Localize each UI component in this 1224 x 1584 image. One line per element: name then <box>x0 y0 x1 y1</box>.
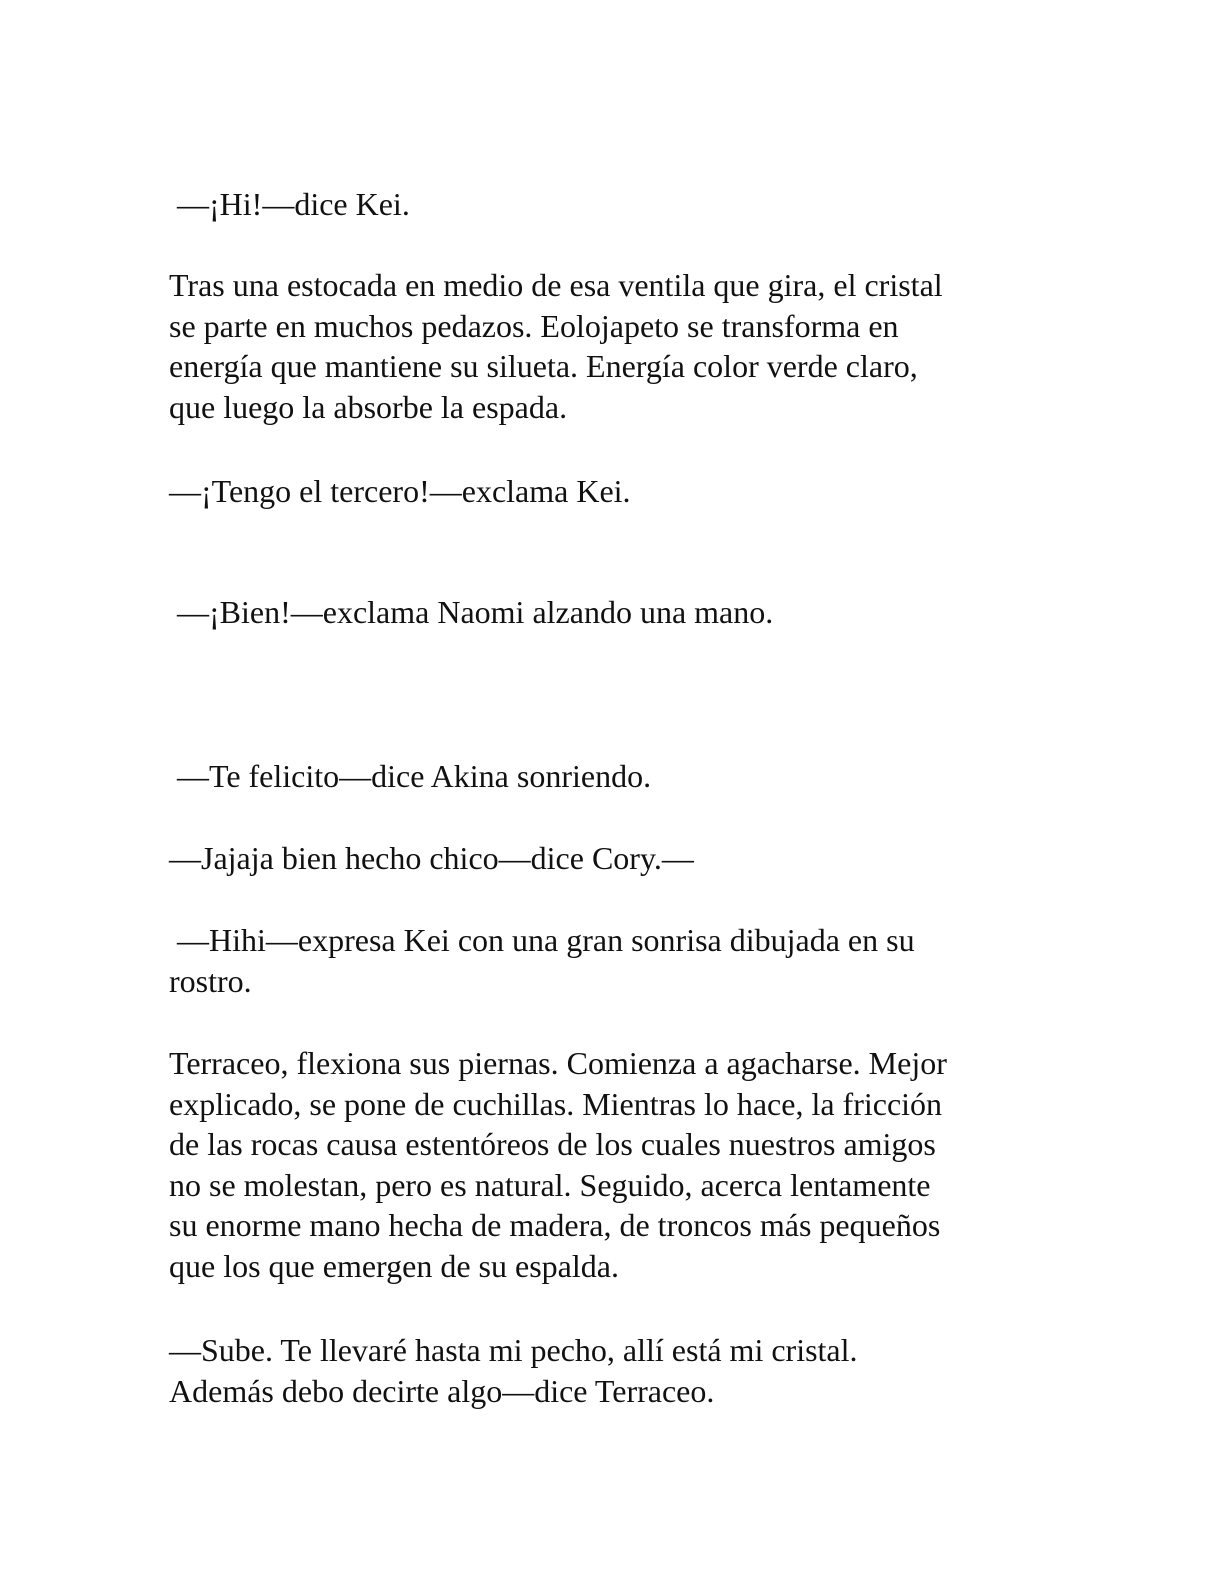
text-line: que los que emergen de su espalda. <box>169 1247 619 1284</box>
text-line: Además debo decirte algo—dice Terraceo. <box>169 1372 715 1409</box>
text-line: explicado, se pone de cuchillas. Mientras lo hace, la fricción <box>169 1085 943 1122</box>
text-line: —¡Bien!—exclama Naomi alzando una mano. <box>169 594 774 630</box>
text-line: —Jajaja bien hecho chico—dice Cory.— <box>169 840 694 876</box>
text-line: Tras una estocada en medio de esa ventila que gira, el cristal <box>169 267 943 303</box>
text-line: energía que mantiene su silueta. Energía color verde claro, <box>169 348 918 384</box>
text-line: —Sube. Te llevaré hasta mi pecho, allí está mi cristal. <box>169 1332 858 1368</box>
text-line: —¡Hi!—dice Kei. <box>169 186 410 222</box>
text-line: se parte en muchos pedazos. Eolojapeto se transforma en <box>169 307 899 344</box>
text-line: rostro. <box>169 962 252 999</box>
paragraph-terraceo-flexiona <box>169 1043 1049 1286</box>
paragraph-hi-kei <box>169 184 1049 225</box>
paragraph-sube-terraceo <box>169 1330 1049 1411</box>
text-line: —¡Tengo el tercero!—exclama Kei. <box>169 473 631 509</box>
text-line: no se molestan, pero es natural. Seguido, acerca lentamente <box>169 1166 931 1203</box>
paragraph-tercero <box>169 471 1049 512</box>
text-line: Terraceo, flexiona sus piernas. Comienza a agacharse. Mejor <box>169 1045 947 1081</box>
text-line: que luego la absorbe la espada. <box>169 388 568 425</box>
text-line: —Te felicito—dice Akina sonriendo. <box>169 758 652 794</box>
text-line: de las rocas causa estentóreos de los cuales nuestros amigos <box>169 1126 936 1162</box>
paragraph-hihi-kei <box>169 920 1049 1001</box>
paragraph-estocada <box>169 265 1049 427</box>
paragraph-felicito-akina <box>169 756 1049 797</box>
paragraph-jajaja-cory <box>169 838 1049 879</box>
paragraph-bien-naomi <box>169 592 1049 633</box>
text-line: —Hihi—expresa Kei con una gran sonrisa dibujada en su <box>169 922 915 958</box>
text-line: su enorme mano hecha de madera, de troncos más pequeños <box>169 1207 941 1243</box>
